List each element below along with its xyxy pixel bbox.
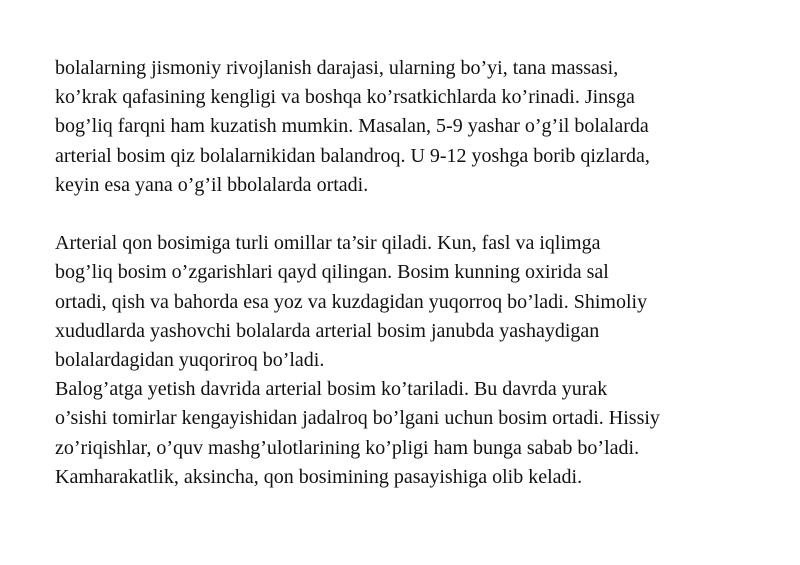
text-line: zo’riqishlar, o’quv mashg’ulotlarining ko’pligi ham bunga sabab bo’ladi.: [55, 436, 640, 459]
text-line: xududlarda yashovchi bolalarda arterial bosim janubda yashaydigan: [55, 319, 600, 342]
text-line: bolalarning jismoniy rivojlanish darajasi, ularning bo’yi, tana massasi,: [55, 57, 619, 79]
paragraph-1: [55, 54, 785, 200]
text-line: bolalardagidan yuqoriroq bo’ladi.: [55, 349, 325, 372]
text-line: Arterial qon bosimiga turli omillar ta’sir qiladi. Kun, fasl va iqlimga: [55, 232, 601, 255]
paragraph-3: [55, 375, 785, 492]
paragraph-2: [55, 229, 785, 375]
text-line: Balog’atga yetish davrida arterial bosim ko’tariladi. Bu davrda yurak: [55, 378, 608, 401]
paragraph-spacer: [55, 200, 785, 229]
text-line: o’sishi tomirlar kengayishidan jadalroq bo’lgani uchun bosim ortadi. Hissiy: [55, 407, 660, 430]
text-line: ko’krak qafasining kengligi va boshqa ko’rsatkichlarda ko’rinadi. Jinsga: [55, 86, 635, 109]
text-line: keyin esa yana o’g’il bbolalarda ortadi.: [55, 173, 369, 196]
document-body: [55, 54, 785, 492]
text-line: bog’liq bosim o’zgarishlari qayd qilingan. Bosim kunning oxirida sal: [55, 261, 609, 284]
text-line: ortadi, qish va bahorda esa yoz va kuzdagidan yuqorroq bo’ladi. Shimoliy: [55, 290, 648, 313]
text-line: bog’liq farqni ham kuzatish mumkin. Masalan, 5-9 yashar o’g’il bolalarda: [55, 115, 649, 138]
text-line: Kamharakatlik, aksincha, qon bosimining pasayishiga olib keladi.: [55, 465, 583, 488]
text-line: arterial bosim qiz bolalarnikidan balandroq. U 9-12 yoshga borib qizlarda,: [55, 144, 650, 167]
